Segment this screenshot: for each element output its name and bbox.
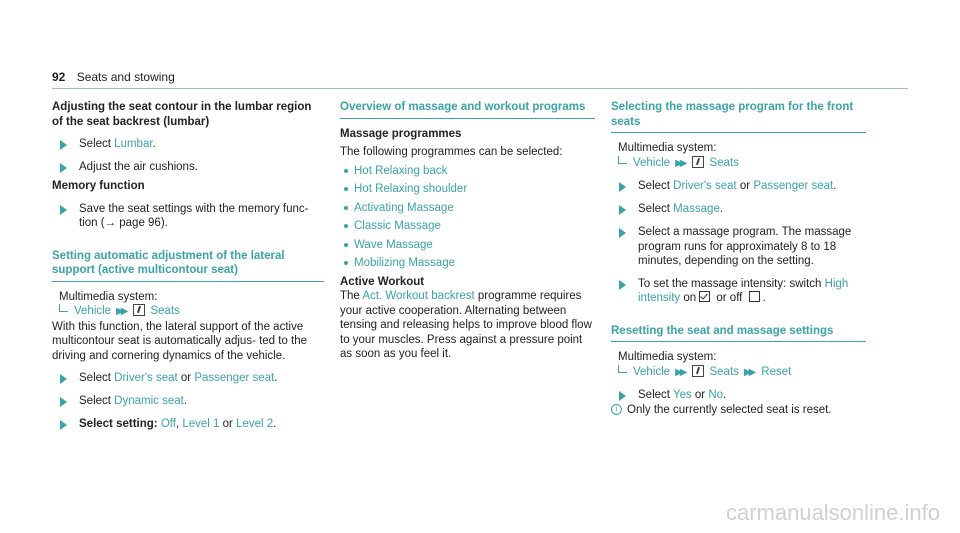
menu-path	[52, 304, 324, 320]
checkbox-empty-icon	[749, 291, 760, 302]
double-chevron-icon: ▶▶	[743, 366, 754, 378]
yes-option[interactable]: Yes	[672, 389, 692, 401]
column-right	[611, 100, 866, 418]
off-option[interactable]: Off	[160, 418, 176, 430]
step-arrow-icon	[60, 140, 67, 150]
passenger-seat-link[interactable]: Passenger seat	[753, 180, 834, 192]
column-left	[52, 100, 324, 432]
step-select-lumbar: Select Lumbar.	[52, 137, 324, 152]
step-arrow-icon	[619, 228, 626, 238]
lumbar-heading: Adjusting the seat contour in the lumbar region of the seat backrest (lumbar)	[52, 101, 312, 128]
step-select-yes-no: Select Yes or No.	[611, 388, 866, 403]
step-arrow-icon	[60, 420, 67, 430]
double-chevron-icon: ▶▶	[675, 366, 685, 378]
passenger-seat-link[interactable]: Passenger seat	[194, 372, 275, 384]
path-seats[interactable]: Seats	[150, 305, 180, 317]
column-middle	[340, 100, 595, 362]
step-select-dynamic-seat: Select Dynamic seat.	[52, 394, 324, 409]
massage-programmes-heading: Massage programmes	[340, 127, 462, 140]
path-seats[interactable]: Seats	[709, 365, 739, 378]
step-select-program: Select a massage program. The massage program runs for approximately 8 to 18 minutes, depending on the setting.	[611, 225, 866, 269]
active-workout-heading: Active Workout	[340, 275, 425, 288]
step-arrow-icon	[60, 374, 67, 384]
seat-icon	[692, 156, 704, 168]
path-hook-icon	[59, 304, 68, 312]
step-select-setting: Select setting: Off, Level 1 or Level 2.	[52, 417, 324, 432]
section-title: Seats and stowing	[76, 70, 175, 84]
seat-icon	[692, 365, 704, 377]
massage-link[interactable]: Massage	[673, 203, 720, 215]
watermark: carmanualsonline.info	[725, 500, 940, 525]
massage-overview-heading: Overview of massage and workout programs	[340, 100, 595, 119]
step-arrow-icon	[60, 397, 67, 407]
double-chevron-icon: ▶▶	[116, 306, 126, 317]
level2-option[interactable]: Level 2	[236, 418, 274, 430]
step-arrow-icon	[619, 391, 626, 401]
path-hook-icon	[618, 156, 627, 164]
page-header	[52, 70, 175, 84]
lateral-support-description: With this function, the lateral support of the active multicontour seat is automatically adjus- ted to the driving and cornering dynamics of the vehicle.	[52, 320, 308, 362]
list-item[interactable]: Mobilizing Massage	[340, 256, 595, 271]
info-icon: i	[611, 404, 622, 415]
header-rule	[52, 88, 908, 89]
select-massage-heading: Selecting the massage program for the front seats	[611, 100, 866, 133]
drivers-seat-link[interactable]: Driver's seat	[673, 180, 737, 192]
high-intensity-link[interactable]: High intensity	[638, 277, 849, 304]
multimedia-label: Multimedia system:	[59, 290, 158, 303]
menu-path	[611, 365, 866, 381]
multimedia-label: Multimedia system:	[618, 142, 717, 154]
multimedia-label: Multimedia system:	[618, 351, 717, 363]
path-hook-icon	[618, 365, 627, 373]
step-select-seat: Select Driver's seat or Passenger seat.	[52, 371, 324, 386]
double-chevron-icon: ▶▶	[675, 157, 685, 169]
dynamic-seat-link[interactable]: Dynamic seat	[114, 395, 184, 407]
seat-icon	[133, 304, 145, 316]
step-adjust-cushions: Adjust the air cushions.	[52, 160, 324, 175]
memory-heading: Memory function	[52, 180, 145, 192]
programmes-intro: The following programmes can be selected:	[340, 146, 563, 158]
page-number: 92	[52, 70, 66, 84]
menu-path	[611, 156, 866, 172]
step-arrow-icon	[619, 182, 626, 192]
path-vehicle[interactable]: Vehicle	[74, 305, 112, 317]
step-arrow-icon	[619, 205, 626, 215]
lateral-support-heading: Setting automatic adjustment of the lateral support (active multicontour seat)	[52, 249, 324, 282]
list-item[interactable]: Hot Relaxing back	[340, 164, 595, 179]
active-workout-description: The Act. Workout backrest programme requires your active cooperation. Alternating between tensing and releasing helps to improve blood flow to your muscles. Press against a pressure point as soon as you feel it.	[340, 290, 592, 360]
list-item[interactable]: Wave Massage	[340, 238, 595, 253]
path-vehicle[interactable]: Vehicle	[633, 365, 671, 378]
path-reset[interactable]: Reset	[761, 365, 792, 378]
no-option[interactable]: No	[708, 389, 724, 401]
step-arrow-icon	[60, 205, 67, 215]
step-arrow-icon	[60, 163, 67, 173]
step-save-memory: Save the seat settings with the memory func- tion (→ page 96).	[52, 202, 324, 231]
lumbar-link[interactable]: Lumbar	[114, 138, 153, 150]
list-item[interactable]: Hot Relaxing shoulder	[340, 182, 595, 197]
step-select-massage: Select Massage.	[611, 202, 866, 217]
drivers-seat-link[interactable]: Driver's seat	[114, 372, 178, 384]
list-item[interactable]: Activating Massage	[340, 201, 595, 216]
act-workout-link[interactable]: Act. Workout backrest	[362, 290, 475, 302]
step-arrow-icon	[619, 280, 626, 290]
path-seats[interactable]: Seats	[709, 156, 739, 169]
reset-heading: Resetting the seat and massage settings	[611, 324, 866, 343]
level1-option[interactable]: Level 1	[182, 418, 220, 430]
reset-note: i Only the currently selected seat is reset.	[611, 403, 866, 418]
path-vehicle[interactable]: Vehicle	[633, 156, 671, 169]
step-select-seat: Select Driver's seat or Passenger seat.	[611, 179, 866, 194]
step-set-intensity: To set the massage intensity: switch High intensity on or off .	[611, 277, 866, 306]
list-item[interactable]: Classic Massage	[340, 219, 595, 234]
checkbox-checked-icon	[699, 291, 710, 302]
